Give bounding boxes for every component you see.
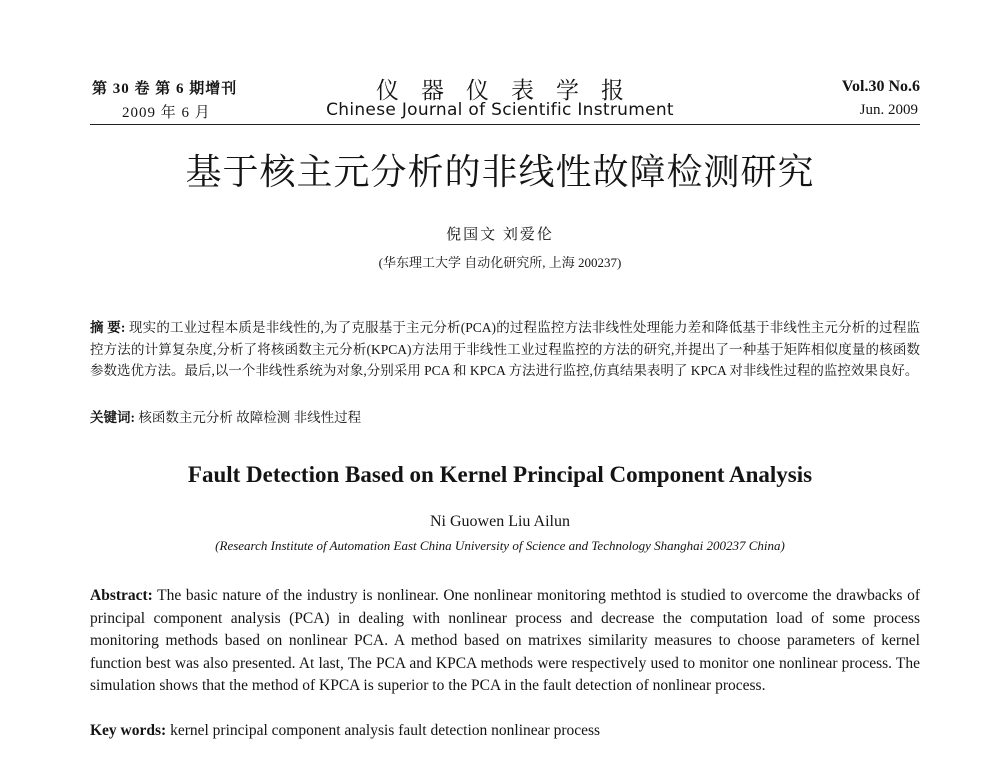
paper-title-cn: 基于核主元分析的非线性故障检测研究: [185, 152, 815, 193]
journal-name-en: Chinese Journal of Scientific Instrument: [326, 100, 674, 120]
volume-issue-cn: 第 30 卷 第 6 期增刊: [92, 81, 238, 97]
header-rule: [90, 124, 920, 125]
abstract-cn: [90, 317, 920, 382]
keywords-label-en: Key words:: [90, 722, 167, 739]
keywords-cn: [90, 406, 361, 426]
journal-name-cn: 仪器仪表学报: [376, 78, 646, 103]
volume-issue-en: Vol.30 No.6: [841, 78, 920, 95]
date-cn: 2009 年 6 月: [122, 105, 211, 121]
authors-en: Ni Guowen Liu Ailun: [430, 513, 570, 530]
abstract-label-en: Abstract:: [90, 587, 153, 604]
keywords-text-cn: 核函数主元分析 故障检测 非线性过程: [138, 410, 362, 425]
keywords-text-en: kernel principal component analysis fault detection nonlinear process: [166, 722, 601, 739]
affiliation-en: (Research Institute of Automation East China University of Science and Technology Shanghai 200237 China): [215, 538, 785, 553]
keywords-en: [90, 722, 600, 740]
paper-title-en: Fault Detection Based on Kernel Principal Component Analysis: [187, 462, 813, 487]
keywords-label-cn: 关键词:: [90, 410, 135, 425]
affiliation-cn: (华东理工大学 自动化研究所, 上海 200237): [378, 255, 622, 270]
authors-cn: 倪国文 刘爱伦: [446, 227, 554, 243]
abstract-text-en: The basic nature of the industry is nonlinear. One nonlinear monitoring methtod is studied to overcome the drawbacks of principal component analysis (PCA) in dealing with nonlinear process and decrease the computation load of some process monitoring methods based on nonlinear PCA. A method based on matrixes similarity measures to choose parameters of kernel function best was also presented. At last, The PCA and KPCA methods were respectively used to monitor one nonlinear process. The simulation shows that the method of KPCA is superior to the PCA in the fault detection of nonlinear process.: [90, 587, 920, 694]
abstract-text-cn: 现实的工业过程本质是非线性的,为了克服基于主元分析(PCA)的过程监控方法非线性处理能力差和降低基于非线性主元分析的过程监控方法的计算复杂度,分析了将核函数主元分析(KPCA)方法用于非线性工业过程监控的方法的研究,并提出了一种基于矩阵相似度量的核函数参数选优方法。最后,以一个非线性系统为对象,分别采用 PCA 和 KPCA 方法进行监控,仿真结果表明了 KPCA 对非线性过程的监控效果良好。: [90, 320, 920, 378]
date-en: Jun. 2009: [859, 102, 918, 118]
abstract-en: [90, 585, 920, 698]
abstract-label-cn: 摘 要:: [90, 320, 126, 335]
